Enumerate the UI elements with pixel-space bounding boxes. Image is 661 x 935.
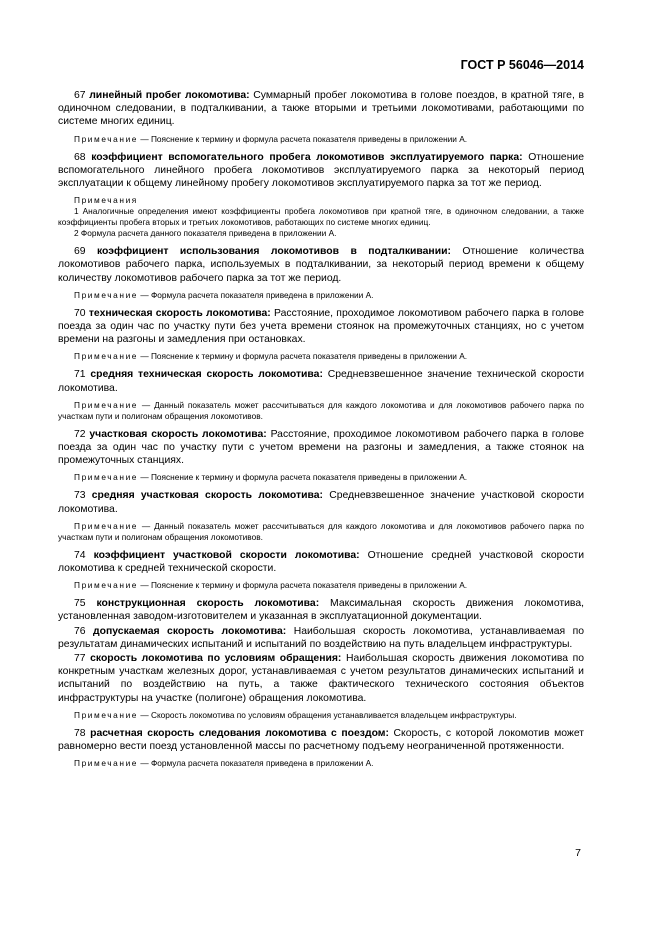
note-73 [58,521,584,543]
term-definition: Суммарный пробег локомотива в голове поездов, в кратной тяге, в одиночном следовании, в подталкивании, а также вторыми и третьими локомотивами, работающими по системе многих единиц. [58,90,584,128]
page-number: 7 [575,847,581,859]
term-entry-74 [58,549,584,575]
term-number: 72 [74,428,86,440]
note-72 [58,472,584,483]
term-title: участковая скорость локомотива: [89,428,267,440]
note-70 [58,351,584,362]
term-entry-68 [58,151,584,191]
term-definition: Средневзвешенное значение технической скорости локомотива. [58,369,585,394]
note-label: Примечание [74,472,139,483]
term-entry-75 [58,597,584,623]
term-title: скорость локомотива по условиям обращения: [90,653,342,665]
term-title: допускаемая скорость локомотива: [93,625,287,637]
term-definition: Наибольшая скорость движения локомотива по конкретным участкам железных дорог, устанавливаемая с учетом результатов динамических испытаний и испытаний по воздействию на путь, а также фактического технического состояния объектов инфраструктуры на участке (полигоне) обращения локомотива. [58,653,585,704]
term-number: 68 [74,151,86,163]
term-title: расчетная скорость следования локомотива с поездом: [90,727,389,739]
note-dash: — [138,399,155,410]
note-dash: — [138,351,151,362]
note-item-1: 1 Аналогичные определения имеют коэффициенты пробега локомотивов при кратной тяге, в одиночном следовании, а также коэффициенты пробега вторых и третьих локомотивов, работающих по системе многих единиц. [58,206,584,228]
term-number: 75 [74,598,86,610]
term-number: 77 [74,653,86,665]
term-definition: Расстояние, проходимое локомотивом рабочего парка в голове поезда за один час по участку пути с учетом времени на разгоны и замедления, а также стоянок на промежуточных станциях. [58,428,585,467]
note-text: Данный показатель может рассчитываться для каждого локомотива и для локомотивов рабочего парка по участкам пути и полигонам обращения локомотивов. [58,520,584,542]
term-entry-78 [58,727,584,753]
term-definition: Отношение количества локомотивов рабочего парка, используемых в подталкивании, за некоторый период времени к общему количеству локомотивов рабочего парка за тот же период. [58,246,584,284]
note-text: Формула расчета показателя приведена в приложении А. [150,758,374,769]
note-label: Примечание [74,351,139,362]
note-label: Примечание [74,709,139,720]
note-67 [58,134,584,145]
note-77 [58,710,584,721]
standard-designation: ГОСТ Р 56046—2014 [460,58,584,72]
note-text: Формула расчета показателя приведена в приложении А. [150,289,374,300]
note-dash: — [138,758,151,769]
term-definition: Средневзвешенное значение участковой скорости локомотива. [58,490,585,515]
note-text: Данный показатель может рассчитываться для каждого локомотива и для локомотивов рабочего парка по участкам пути и полигонам обращения локомотивов. [58,399,584,421]
note-text: Пояснение к термину и формула расчета показателя приведены в приложении А. [150,472,468,483]
term-entry-69 [58,245,584,285]
term-title: коэффициент использования локомотивов в подталкивании: [96,246,451,258]
note-label: Примечание [74,133,139,144]
term-definition: Максимальная скорость движения локомотива, установленная заводом-изготовителем и указанная в эксплуатационной документации. [58,598,585,623]
note-dash: — [138,520,155,531]
note-item-2: 2 Формула расчета данного показателя приведена в приложении А. [74,228,337,239]
notes-68 [58,195,584,239]
term-number: 67 [74,90,86,101]
term-number: 76 [74,625,86,637]
term-number: 78 [74,727,86,739]
note-78 [58,758,584,769]
term-title: техническая скорость локомотива: [88,307,271,319]
note-label: Примечание [74,580,139,591]
note-text: Пояснение к термину и формула расчета показателя приведены в приложении А. [150,133,468,144]
note-text: Пояснение к термину и формула расчета показателя приведены в приложении А. [150,580,468,591]
note-71 [58,400,584,422]
term-entry-76 [58,625,584,651]
term-number: 71 [74,369,86,381]
term-title: средняя техническая скорость локомотива: [90,369,323,381]
note-dash: — [138,289,151,300]
term-entry-70 [58,307,584,347]
term-definition: Скорость, с которой локомотив может равномерно вести поезд установленной массы по расчетному подъему неограниченной протяженности. [58,727,585,753]
term-definition: Наибольшая скорость локомотива, устанавливаемая по результатам динамических испытаний и испытаний по воздействию на путь владельцем инфраструктуры. [58,625,585,650]
note-dash: — [138,580,151,591]
term-definition: Отношение средней участковой скорости локомотива к средней технической скорости. [58,549,585,575]
note-text: Скорость локомотива по условиям обращения устанавливается владельцем инфраструктуры. [150,709,517,720]
term-definition: Расстояние, проходимое локомотивом рабочего парка в голове поезда за один час по участку пути без учета времени стоянок на промежуточных станциях, но с учетом времени на разгоны и замедления при остановках. [58,307,585,346]
note-69 [58,290,584,301]
note-label: Примечание [74,399,139,410]
term-entry-67 [58,89,584,129]
term-title: линейный пробег локомотива: [89,90,250,101]
term-entry-71 [58,368,584,394]
note-label: Примечание [74,758,139,769]
term-entry-72 [58,428,584,468]
term-title: конструкционная скорость локомотива: [96,598,320,610]
note-text: Пояснение к термину и формула расчета показателя приведены в приложении А. [150,351,468,362]
note-74 [58,580,584,591]
note-label: Примечание [74,289,139,300]
document-body [58,89,584,775]
note-dash: — [138,472,151,483]
term-title: средняя участковая скорость локомотива: [91,490,323,502]
term-title: коэффициент участковой скорости локомотива: [93,549,360,561]
note-dash: — [138,133,151,144]
term-number: 70 [74,307,86,319]
term-entry-77 [58,652,584,705]
term-entry-73 [58,489,584,515]
term-title: коэффициент вспомогательного пробега локомотивов эксплуатируемого парка: [91,151,523,163]
term-number: 69 [74,246,86,258]
term-number: 74 [74,549,86,561]
term-number: 73 [74,490,86,502]
note-label: Примечание [74,520,139,531]
note-dash: — [138,709,151,720]
term-definition: Отношение вспомогательного линейного пробега локомотивов эксплуатируемого парка за некоторый период эксплуатации к общему линейному пробегу локомотивов эксплуатируемого парка за тот же период. [58,151,585,190]
notes-label: Примечания [74,195,138,206]
